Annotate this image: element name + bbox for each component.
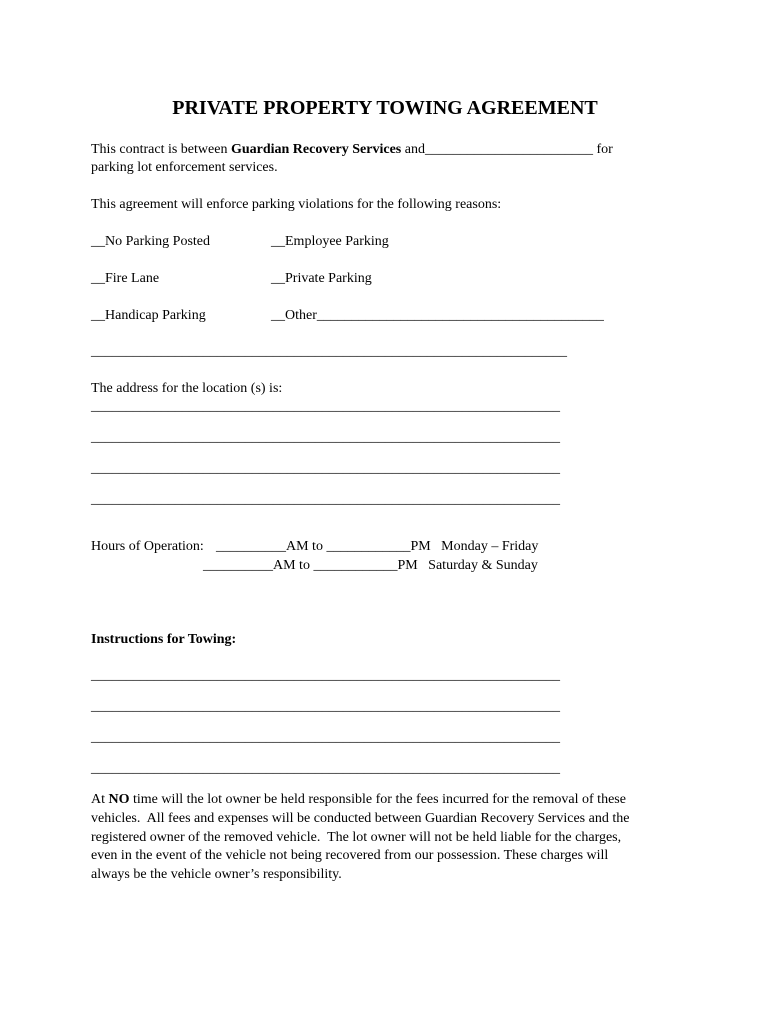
disclaimer-text-1: time will the lot owner be held responsible for the fees incurred for the removal of these: [129, 792, 626, 807]
address-line-1: ___________________________________________________________________: [91, 399, 560, 414]
disclaimer-line-3: registered owner of the removed vehicle. The lot owner will not be held liable for the charges,: [91, 830, 622, 845]
address-line-4: ___________________________________________________________________: [91, 492, 560, 507]
reason-fire-lane: __Fire Lane: [91, 271, 160, 286]
contract-party-blank: and________________________ for: [401, 142, 613, 157]
contract-prefix: This contract is between: [91, 142, 231, 157]
company-name: Guardian Recovery Services: [230, 142, 402, 157]
hours-label: Hours of Operation:: [91, 539, 208, 554]
disclaimer-prefix: At: [91, 792, 109, 807]
disclaimer-no: NO: [108, 792, 130, 807]
page-title: PRIVATE PROPERTY TOWING AGREEMENT: [172, 97, 598, 119]
instructions-heading: Instructions for Towing:: [91, 632, 237, 647]
reason-employee-parking: __Employee Parking: [271, 234, 389, 249]
address-line-3: ___________________________________________________________________: [91, 461, 560, 476]
instructions-line-3: ___________________________________________________________________: [91, 730, 560, 745]
instructions-line-4: ___________________________________________________________________: [91, 761, 560, 776]
contract-line-2: parking lot enforcement services.: [91, 160, 278, 175]
instructions-line-2: ___________________________________________________________________: [91, 699, 560, 714]
disclaimer-line-2: vehicles. All fees and expenses will be conducted between Guardian Recovery Services and the: [91, 811, 630, 826]
disclaimer-line-5: always be the vehicle owner’s responsibility.: [91, 867, 342, 882]
address-line-2: ___________________________________________________________________: [91, 430, 560, 445]
contract-line-1: [91, 140, 613, 159]
reason-other: __Other_________________________________________: [271, 308, 604, 323]
address-label: The address for the location (s) is:: [91, 381, 283, 396]
reason-handicap-parking: __Handicap Parking: [91, 308, 206, 323]
reasons-intro: This agreement will enforce parking violations for the following reasons:: [91, 197, 502, 212]
reason-no-parking: __No Parking Posted: [91, 234, 210, 249]
hours-weekend: __________AM to ____________PM Saturday & Sunday: [203, 558, 538, 573]
instructions-line-1: ___________________________________________________________________: [91, 668, 560, 683]
other-reason-blank-line: ____________________________________________________________________: [91, 344, 567, 359]
reason-private-parking: __Private Parking: [271, 271, 372, 286]
disclaimer-line-4: even in the event of the vehicle not being recovered from our possession. These charges will: [91, 848, 609, 863]
disclaimer-line-1: [91, 790, 626, 809]
hours-weekday: __________AM to ____________PM Monday – Friday: [216, 539, 539, 554]
